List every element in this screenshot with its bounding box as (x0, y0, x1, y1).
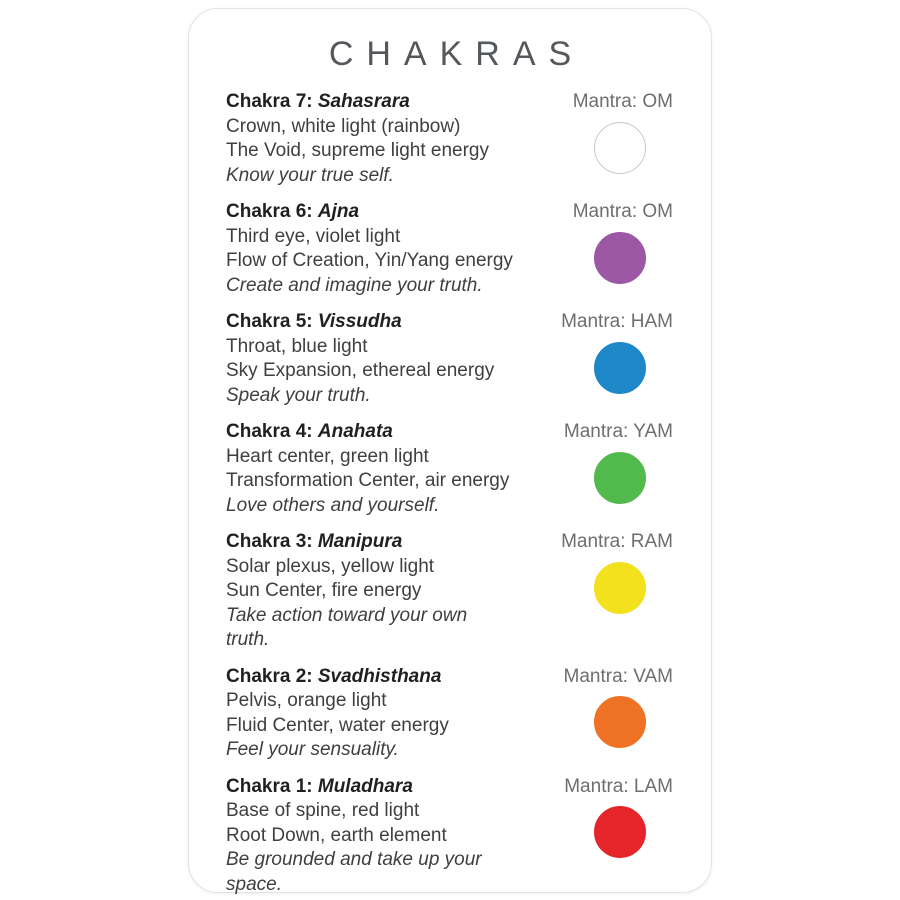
chakra-text-block (226, 775, 513, 898)
description-line: Heart center, green light (226, 445, 429, 467)
detail-line: Root Down, earth element (226, 824, 447, 846)
chakra-section-2 (226, 665, 673, 763)
mantra-column (513, 310, 673, 408)
section-heading (226, 420, 509, 445)
mantra-column (513, 90, 673, 188)
affirmation-line: Love others and yourself. (226, 494, 440, 516)
heading-prefix: Chakra 3: (226, 531, 318, 552)
detail-line: The Void, supreme light energy (226, 140, 489, 161)
chakra-section-6 (226, 200, 673, 298)
affirmation-line: Create and imagine your truth. (226, 274, 483, 296)
heading-name: Ajna (317, 201, 360, 222)
chakra-section-1 (226, 775, 673, 898)
chakra-section-4 (226, 420, 673, 518)
page-title: CHAKRAS (328, 35, 585, 73)
detail-line: Flow of Creation, Yin/Yang energy (226, 250, 513, 271)
description-line: Pelvis, orange light (226, 690, 387, 711)
mantra-label: Mantra: OM (572, 201, 673, 222)
description-line: Throat, blue light (226, 335, 368, 357)
detail-line: Sun Center, fire energy (226, 580, 422, 601)
chakra-text-block (226, 665, 449, 763)
chakra-text-block (226, 90, 489, 188)
chakra-section-list (189, 90, 711, 897)
heading-name: Sahasrara (317, 91, 410, 112)
detail-line: Sky Expansion, ethereal energy (226, 360, 495, 381)
chakra-text-block (226, 420, 509, 518)
affirmation-line: Know your true self. (226, 164, 394, 186)
chakra-color-dot (594, 122, 646, 174)
detail-line: Transformation Center, air energy (226, 470, 510, 491)
heading-name: Manipura (317, 531, 403, 552)
heading-prefix: Chakra 7: (226, 91, 318, 112)
description-line: Base of spine, red light (226, 800, 420, 821)
chakra-color-dot (594, 232, 646, 284)
heading-prefix: Chakra 6: (226, 201, 318, 222)
section-heading (226, 530, 513, 555)
heading-prefix: Chakra 5: (226, 311, 318, 332)
detail-line: Fluid Center, water energy (226, 714, 449, 736)
mantra-label: Mantra: RAM (561, 531, 673, 552)
heading-prefix: Chakra 4: (226, 421, 318, 442)
mantra-column (513, 530, 673, 653)
affirmation-line: Be grounded and take up your space. (226, 849, 482, 895)
description-line: Crown, white light (rainbow) (226, 115, 461, 137)
chakra-section-7 (226, 90, 673, 188)
section-heading (226, 310, 494, 335)
section-heading (226, 775, 513, 800)
mantra-label: Mantra: YAM (563, 421, 673, 442)
mantra-column (513, 665, 673, 763)
description-line: Solar plexus, yellow light (226, 555, 435, 577)
mantra-column (513, 775, 673, 898)
mantra-label: Mantra: LAM (564, 775, 673, 797)
description-line: Third eye, violet light (226, 225, 401, 247)
mantra-column (513, 200, 673, 298)
chakra-section-5 (226, 310, 673, 408)
heading-name: Vissudha (317, 311, 402, 332)
section-heading (226, 665, 449, 690)
heading-prefix: Chakra 1: (226, 775, 318, 797)
chakra-color-dot (594, 452, 646, 504)
chakra-text-block (226, 200, 513, 298)
chakra-color-dot (594, 696, 646, 748)
affirmation-line: Feel your sensuality. (226, 739, 399, 760)
chakra-color-dot (594, 562, 646, 614)
mantra-label: Mantra: OM (572, 91, 673, 112)
chakra-reference-card (188, 8, 712, 893)
section-heading (226, 90, 489, 115)
mantra-column (513, 420, 673, 518)
heading-name: Anahata (317, 421, 393, 442)
heading-name: Svadhisthana (317, 665, 442, 687)
heading-name: Muladhara (317, 775, 413, 797)
mantra-label: Mantra: VAM (563, 665, 673, 687)
chakra-color-dot (594, 342, 646, 394)
section-heading (226, 200, 513, 225)
affirmation-line: Speak your truth. (226, 384, 371, 406)
chakra-color-dot (594, 806, 646, 858)
mantra-label: Mantra: HAM (561, 311, 673, 332)
heading-prefix: Chakra 2: (226, 665, 318, 687)
chakra-text-block (226, 530, 513, 653)
chakra-section-3 (226, 530, 673, 653)
affirmation-line: Take action toward your own truth. (226, 604, 468, 650)
chakra-text-block (226, 310, 494, 408)
